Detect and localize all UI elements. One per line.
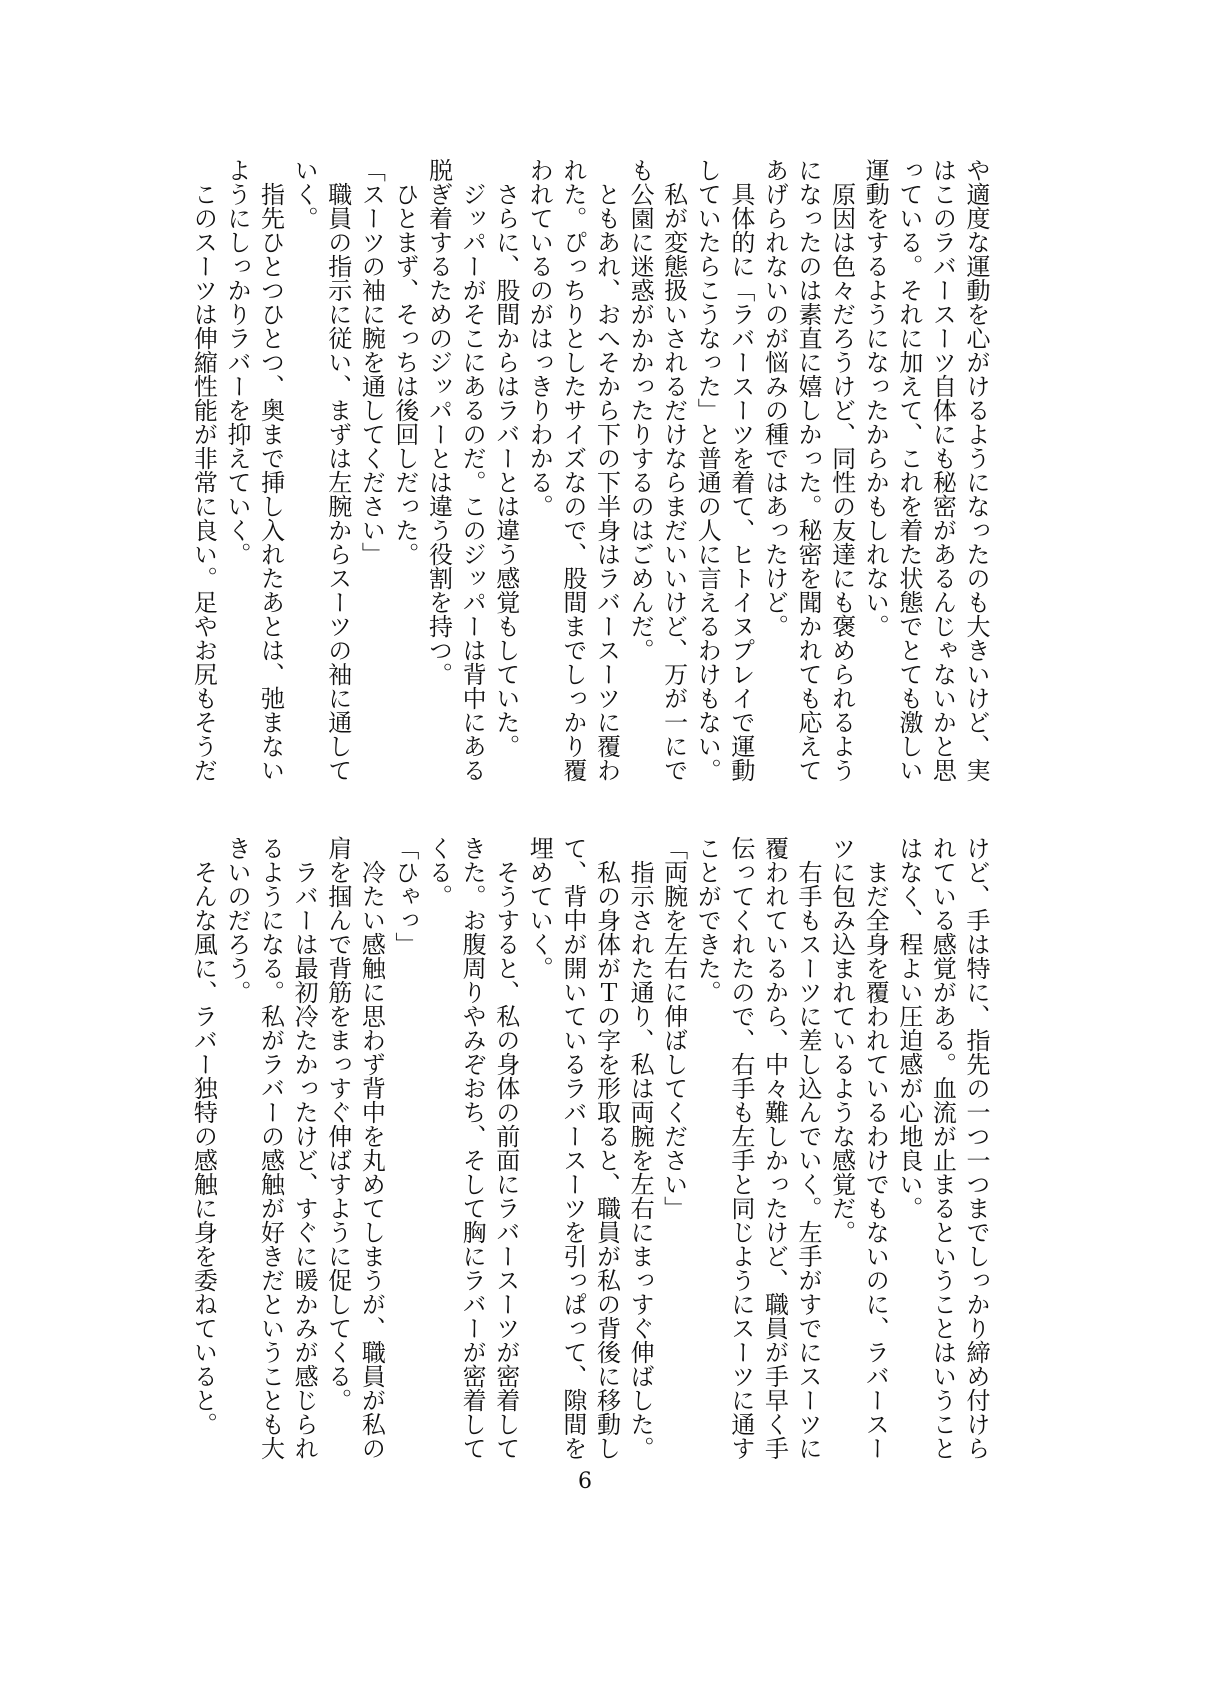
text-column: 冷たい感触に思わず背中を丸めてしまうが、職員が私の [357, 836, 386, 1460]
text-column: れている感覚がある。血流が止まるということはいうこと [928, 836, 957, 1460]
text-column: そうすると、私の身体の前面にラバースーツが密着して [491, 836, 520, 1460]
text-column: ことができた。 [693, 836, 722, 1004]
text-column: われているのがはっきりわかる。 [525, 158, 554, 518]
text-column: いく。 [290, 158, 319, 230]
text-column: さらに、股間からはラバーとは違う感覚もしていた。 [491, 158, 520, 758]
text-column: も公園に迷惑がかかったりするのはごめんだ。 [626, 158, 655, 662]
page-number: 6 [578, 1469, 592, 1494]
text-column: 肩を掴んで背筋をまっすぐ伸ばすように促してくる。 [323, 836, 352, 1412]
text-column: 私の身体がＴの字を形取ると、職員が私の背後に移動し [592, 836, 621, 1460]
text-column: していたらこうなった」と普通の人に言えるわけもない。 [693, 158, 722, 782]
text-column: 職員の指示に従い、まずは左腕からスーツの袖に通して [323, 158, 352, 782]
text-column: ジッパーがそこにあるのだ。このジッパーは背中にある [458, 158, 487, 782]
text-column: そんな風に、ラバー独特の感触に身を委ねていると。 [189, 836, 218, 1436]
text-column: ラバーは最初冷たかったけど、すぐに暖かみが感じられ [290, 836, 319, 1460]
text-column: けど、手は特に、指先の一つ一つまでしっかり締め付けら [962, 836, 990, 1460]
bottom-text-block [182, 836, 992, 1460]
text-column: 「ひゃっ」 [390, 836, 419, 956]
text-column: れた。ぴっちりとしたサイズなので、股間までしっかり覆 [558, 158, 587, 782]
text-column: 右手もスーツに差し込んでいく。左手がすでにスーツに [794, 836, 823, 1460]
text-column: て、背中が開いているラバースーツを引っぱって、隙間を [558, 836, 587, 1460]
text-column: 私が変態扱いされるだけならまだいいけど、万が一にで [659, 158, 688, 782]
text-column: 伝ってくれたので、右手も左手と同じようにスーツに通す [726, 836, 755, 1460]
text-column: ようにしっかりラバーを抑えていく。 [222, 158, 251, 566]
text-column: 覆われているから、中々難しかったけど、職員が手早く手 [760, 836, 789, 1460]
text-column: 指示された通り、私は両腕を左右にまっすぐ伸ばした。 [626, 836, 655, 1460]
text-column: や適度な運動を心がけるようになったのも大きいけど、実 [962, 158, 990, 782]
text-column: ツに包み込まれているような感覚だ。 [827, 836, 856, 1244]
top-text-block [182, 158, 992, 782]
text-column: るようになる。私がラバーの感触が好きだということも大 [256, 836, 285, 1460]
text-column: 脱ぎ着するためのジッパーとは違う役割を持つ。 [424, 158, 453, 686]
text-column: ともあれ、おへそから下の下半身はラバースーツに覆わ [592, 158, 621, 782]
text-column: 原因は色々だろうけど、同性の友達にも褒められるよう [827, 158, 856, 782]
text-column: はこのラバースーツ自体にも秘密があるんじゃないかと思 [928, 158, 957, 782]
text-column: このスーツは伸縮性能が非常に良い。足やお尻もそうだ [189, 158, 218, 782]
text-column: ひとまず、そっちは後回しだった。 [390, 158, 419, 566]
text-column: っている。それに加えて、これを着た状態でとても激しい [894, 158, 923, 782]
text-column: あげられないのが悩みの種ではあったけど。 [760, 158, 789, 638]
text-column: 指先ひとつひとつ、奥まで挿し入れたあとは、弛まない [256, 158, 285, 782]
text-column: はなく、程よい圧迫感が心地良い。 [894, 836, 923, 1220]
text-column: くる。 [424, 836, 453, 908]
text-column: 具体的に「ラバースーツを着て、ヒトイヌプレイで運動 [726, 158, 755, 782]
text-column: きた。お腹周りやみぞおち、そして胸にラバーが密着して [458, 836, 487, 1460]
text-column: 埋めていく。 [525, 836, 554, 980]
text-column: 「両腕を左右に伸ばしてください」 [659, 836, 688, 1220]
text-column: きいのだろう。 [222, 836, 251, 1004]
text-column: になったのは素直に嬉しかった。秘密を聞かれても応えて [794, 158, 823, 782]
text-column: 運動をするようになったからかもしれない。 [861, 158, 890, 638]
text-column: 「スーツの袖に腕を通してください」 [357, 158, 386, 566]
text-column: まだ全身を覆われているわけでもないのに、ラバースー [861, 836, 890, 1460]
